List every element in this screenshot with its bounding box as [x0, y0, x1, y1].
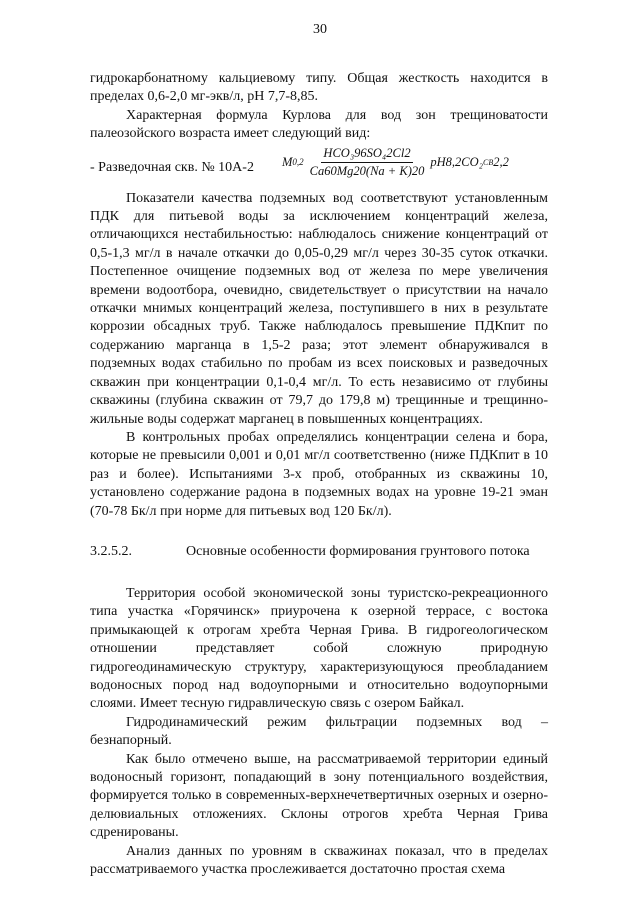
kurlov-formula-row: [90, 144, 548, 190]
formula-tail-sup: CB: [482, 157, 494, 167]
section-number: 3.2.5.2.: [90, 543, 132, 559]
paragraph-hydrocarbonate: гидрокарбонатному кальциевому типу. Общая жесткость находится в пределах 0,6-2,0 мг-экв/л, pH 7,7-8,85.: [90, 71, 548, 105]
page-number: 30: [313, 22, 327, 37]
section-title: Основные особенности формирования грунтового потока: [186, 543, 530, 559]
formula-tail: pH8,2CO₂: [430, 154, 483, 169]
paragraph-kurlov-intro: Характерная формула Курлова для вод зон трещиноватости палеозойского возраста имеет следующий вид:: [90, 107, 548, 142]
formula-m: M: [282, 154, 293, 169]
paragraph-water-quality: Показатели качества подземных вод соответствуют установленным ПДК для питьевой воды за исключением концентраций железа, отличающихся нестабильностью: наблюдалось снижение концентраций от 0,5-1,3 мг/л в начале откачки до 0,05-0,29 мг/л через 30-35 суток откачки. Постепенное очищение подземных вод от железа по мере увеличения времени водоотбора, очевидно, свидетельствует о присутствии на начало откачки мнимых концентраций железа, поступившего в них в результате коррозии обсадных труб. Также наблюдалось превышение ПДКпит по содержанию марганца в 1,5-2 раза; этот элемент обнаруживался в подземных водах стабильно по пробам из всех поисковых и разведочных скважин при концентрации 0,1-0,4 мг/л. То есть независимо от глубины скважины (глубина скважин от 79,7 до 179,8 м) трещинные и трещинно-жильные воды содержат марганец в повышенных концентрациях.: [90, 190, 548, 427]
formula-tail-end: 2,2: [493, 154, 509, 169]
paragraph-aquifer: Как было отмечено выше, на рассматриваемой территории единый водоносный горизонт, попадающий в зону потенциального воздействия, формируется только в современных-верхнечетвертичных озерных и озерно-делювиальных отложениях. Склоны отрогов хребта Черная Грива сдренированы.: [90, 751, 548, 841]
formula-numerator: HCO₃96SO₄2Cl2: [321, 146, 412, 163]
formula-fraction: [308, 146, 427, 179]
page-body: [90, 70, 548, 879]
formula-denominator: Ca60Mg20(Na + K)20: [309, 163, 425, 178]
paragraph-levels-analysis: Анализ данных по уровням в скважинах показал, что в пределах рассматриваемого участка прослеживается достаточно простая схема: [90, 843, 548, 878]
formula-label: - Разведочная скв. № 10А-2: [90, 159, 254, 175]
paragraph-hydrodynamic-regime: Гидродинамический режим фильтрации подземных вод – безнапорный.: [90, 714, 548, 749]
kurlov-formula: [282, 146, 509, 179]
paragraph-control-samples: В контрольных пробах определялись концентрации селена и бора, которые не превысили 0,001 и 0,01 мг/л соответственно (ниже ПДКпит в 10 раз и более). Испытаниями 3-х проб, отобранных из скважины 10, установлено содержание радона в подземных водах на уровне 19-21 эман (70-78 Бк/л при норме для питьевых вод 120 Бк/л).: [90, 429, 548, 519]
paragraph-territory: Территория особой экономической зоны туристско-рекреационного типа участка «Горячинск» приурочена к озерной террасе, с востока примыкающей к отрогам хребта Черная Грива. В гидрогеологическом отношении представляет собой сложную природную гидрогеодинамическую структуру, характеризующуюся преобладанием водоносных пород над водоупорными и относительно водоупорными слоями. Имеет тесную гидравлическую связь с озером Байкал.: [90, 585, 548, 712]
section-heading: [90, 543, 548, 561]
formula-m-sub: 0,2: [292, 157, 304, 168]
